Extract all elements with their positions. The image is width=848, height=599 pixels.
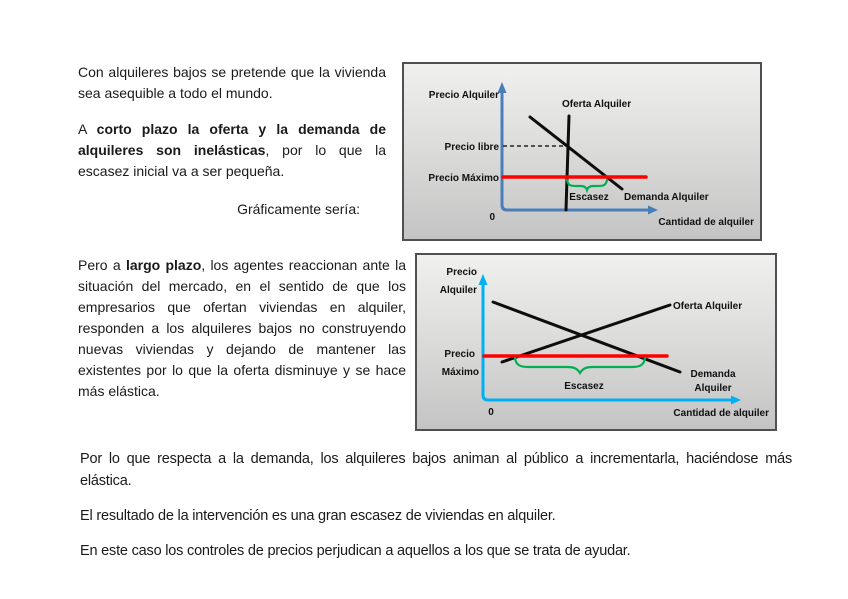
shortage-label: Escasez	[564, 381, 604, 392]
origin-label: 0	[489, 212, 495, 223]
x-axis-arrow-icon	[731, 396, 741, 405]
supply-label: Oferta Alquiler	[673, 301, 743, 312]
intro-paragraph-1: Con alquileres bajos se pretende que la vivienda sea asequible a todo el mundo.	[78, 64, 386, 101]
demand-label-line2: Alquiler	[694, 383, 732, 394]
demand-label-line1: Demanda	[690, 369, 736, 380]
max-price-label-line1: Precio	[444, 349, 475, 360]
y-axis-label-line1: Precio	[446, 267, 477, 278]
long-run-chart	[415, 253, 777, 431]
shortage-label: Escasez	[569, 192, 609, 203]
y-axis-label-line2: Alquiler	[439, 285, 477, 296]
x-axis-arrow-icon	[648, 206, 658, 215]
long-run-chart-svg	[417, 255, 775, 429]
y-axis-label: Precio Alquiler	[428, 90, 499, 101]
short-run-chart	[402, 62, 762, 241]
short-run-chart-svg	[404, 64, 760, 239]
long-run-bold: largo plazo	[125, 257, 202, 273]
conclusion-paragraph-1: Por lo que respecta a la demanda, los alquileres bajos animan al público a incrementarla, haciéndose más elástica.	[80, 451, 792, 489]
supply-label: Oferta Alquiler	[562, 99, 632, 110]
graficamente-caption: Gráficamente sería:	[237, 201, 360, 217]
shortage-brace	[515, 358, 645, 373]
demand-label: Demanda Alquiler	[624, 192, 709, 203]
long-run-paragraph	[78, 255, 406, 402]
conclusion-paragraph-2: El resultado de la intervención es una gran escasez de viviendas en alquiler.	[80, 508, 556, 524]
intro-text-block	[78, 62, 386, 235]
x-axis-label: Cantidad de alquiler	[673, 408, 769, 419]
origin-label: 0	[488, 407, 494, 418]
x-axis-label: Cantidad de alquiler	[658, 217, 754, 228]
intro-p2-suffix: , por lo que la escasez inicial va a ser pequeña.	[78, 142, 386, 179]
intro-p2-prefix: A	[78, 121, 97, 137]
shortage-brace	[567, 180, 607, 190]
long-run-text-block	[78, 255, 406, 402]
long-run-prefix: Pero a	[78, 257, 126, 273]
intro-p2-bold: corto plazo la oferta y la demanda de alquileres son inelásticas	[78, 121, 386, 158]
long-run-suffix: , los agentes reaccionan ante la situación del mercado, en el sentido de que los empresarios que ofertan viviendas en alquiler, responden a los alquileres bajos no construyendo nuevas viviendas y dejando de mantener las existentes por lo que la oferta disminuye y se hace más elástica.	[78, 257, 406, 399]
max-price-label: Precio Máximo	[428, 173, 499, 184]
conclusions-text-block	[80, 449, 792, 575]
intro-paragraph-2	[78, 119, 386, 182]
conclusion-paragraph-3: En este caso los controles de precios perjudican a aquellos a los que se trata de ayudar.	[80, 542, 631, 559]
free-price-label: Precio libre	[444, 142, 499, 153]
y-axis-arrow-icon	[479, 274, 488, 285]
max-price-label-line2: Máximo	[441, 367, 479, 378]
